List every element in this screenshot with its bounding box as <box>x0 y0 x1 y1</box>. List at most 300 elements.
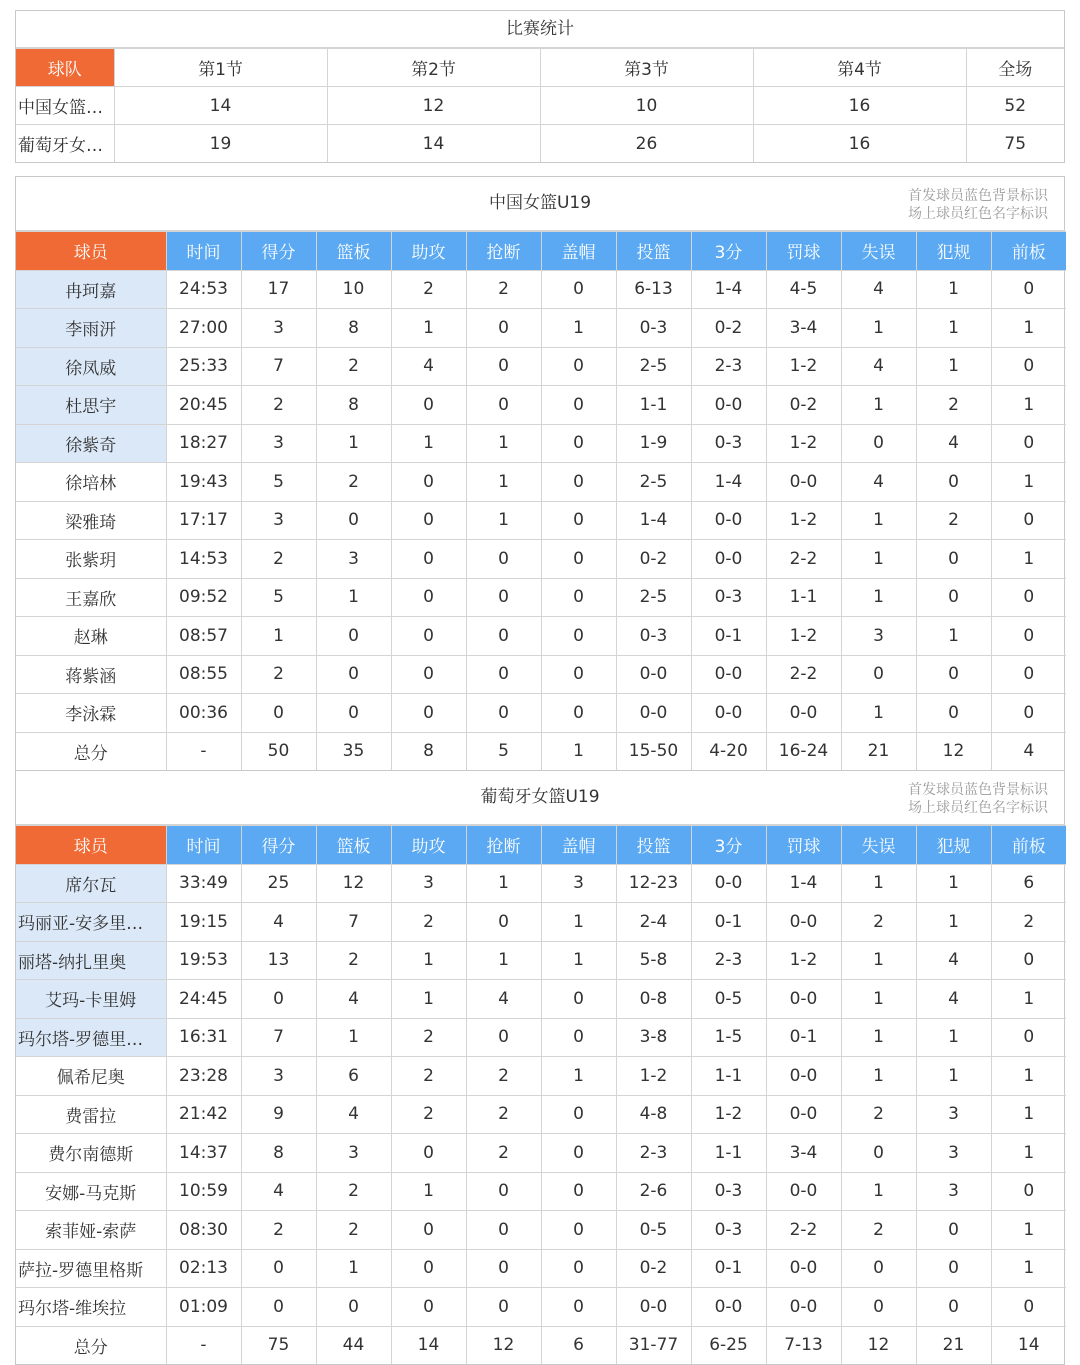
player-row <box>16 864 1066 903</box>
stat-cell: 0-0 <box>766 694 841 733</box>
stat-cell: 0 <box>541 617 616 656</box>
player-name: 李雨汧 <box>16 309 166 348</box>
player-name: 张紫玥 <box>16 540 166 579</box>
player-stats-table <box>16 231 1066 770</box>
stat-cell: 1 <box>991 1134 1066 1173</box>
stat-cell: 4-5 <box>766 270 841 309</box>
stat-cell: 4 <box>391 347 466 386</box>
stat-cell: 0 <box>541 424 616 463</box>
stats-header-row <box>16 232 1066 271</box>
total-cell: 50 <box>241 732 316 770</box>
player-row <box>16 1018 1066 1057</box>
stat-cell: 0 <box>841 1134 916 1173</box>
stat-cell: 2 <box>316 1211 391 1250</box>
player-name: 赵琳 <box>16 617 166 656</box>
stat-cell: 0 <box>841 655 916 694</box>
team-name: 葡萄牙女… <box>16 125 114 163</box>
header-cell-team: 球队 <box>16 49 114 87</box>
stat-cell: 3 <box>241 1057 316 1096</box>
stat-cell: 0 <box>916 655 991 694</box>
stat-cell: 1 <box>916 864 991 903</box>
player-row <box>16 501 1066 540</box>
stat-cell: 0-1 <box>766 1018 841 1057</box>
stat-cell: 27:00 <box>166 309 241 348</box>
stat-cell: 1 <box>841 309 916 348</box>
stat-cell: 0 <box>916 1211 991 1250</box>
stat-cell: 0-0 <box>691 386 766 425</box>
stat-cell: 0 <box>541 386 616 425</box>
stat-cell: 0 <box>916 1249 991 1288</box>
stat-cell: 5-8 <box>616 941 691 980</box>
header-cell: 投篮 <box>616 826 691 865</box>
player-name: 王嘉欣 <box>16 578 166 617</box>
stat-cell: 19:15 <box>166 903 241 942</box>
stat-cell: 1 <box>466 463 541 502</box>
team-name: 中国女篮… <box>16 87 114 125</box>
stat-cell: 0 <box>241 694 316 733</box>
stat-cell: 01:09 <box>166 1288 241 1327</box>
stat-cell: 1-2 <box>766 617 841 656</box>
stat-cell: 10:59 <box>166 1172 241 1211</box>
stat-cell: 0 <box>466 655 541 694</box>
stat-cell: 0-1 <box>691 903 766 942</box>
stat-cell: 1 <box>841 864 916 903</box>
total-row <box>16 732 1066 770</box>
stat-cell: 0 <box>391 540 466 579</box>
stat-cell: 6 <box>316 1057 391 1096</box>
stat-cell: 1 <box>391 309 466 348</box>
stat-cell: 4 <box>241 903 316 942</box>
stat-cell: 0 <box>391 655 466 694</box>
player-name: 冉珂嘉 <box>16 270 166 309</box>
stat-cell: 1-2 <box>616 1057 691 1096</box>
stat-cell: 0-0 <box>691 540 766 579</box>
stat-cell: 4 <box>316 980 391 1019</box>
stat-cell: 1 <box>541 1057 616 1096</box>
player-row <box>16 1211 1066 1250</box>
total-cell: 14 <box>991 1326 1066 1364</box>
stat-cell: 0 <box>316 655 391 694</box>
stat-cell: 02:13 <box>166 1249 241 1288</box>
stat-cell: 0 <box>991 501 1066 540</box>
stat-cell: 0 <box>316 501 391 540</box>
player-row <box>16 424 1066 463</box>
player-row <box>16 463 1066 502</box>
stat-cell: 0-5 <box>691 980 766 1019</box>
stat-cell: 2-2 <box>766 540 841 579</box>
stat-cell: 1 <box>841 1172 916 1211</box>
player-name: 玛尔塔-维埃拉 <box>16 1288 166 1327</box>
header-cell: 第2节 <box>327 49 540 87</box>
stat-cell: 0-3 <box>691 1211 766 1250</box>
player-row <box>16 386 1066 425</box>
stat-cell: 2 <box>391 903 466 942</box>
stat-cell: 2 <box>316 347 391 386</box>
total-cell: 6-25 <box>691 1326 766 1364</box>
stat-cell: 2 <box>241 1211 316 1250</box>
stat-cell: 0 <box>541 1095 616 1134</box>
header-cell: 3分 <box>691 232 766 271</box>
stat-cell: 0-3 <box>616 617 691 656</box>
stat-cell: 3 <box>316 1134 391 1173</box>
stat-cell: 0 <box>541 1018 616 1057</box>
quarter-score: 26 <box>540 125 753 163</box>
stat-cell: 4 <box>241 1172 316 1211</box>
header-cell: 犯规 <box>916 826 991 865</box>
header-cell: 投篮 <box>616 232 691 271</box>
stat-cell: 19:53 <box>166 941 241 980</box>
stat-cell: 2 <box>991 903 1066 942</box>
stat-cell: 2 <box>841 903 916 942</box>
stat-cell: 0 <box>991 1172 1066 1211</box>
stat-cell: 0-0 <box>766 1095 841 1134</box>
stat-cell: 4 <box>316 1095 391 1134</box>
stat-cell: 0 <box>466 1288 541 1327</box>
stat-cell: 13 <box>241 941 316 980</box>
stat-cell: 1 <box>916 347 991 386</box>
header-cell: 前板 <box>991 826 1066 865</box>
stat-cell: 4 <box>841 463 916 502</box>
player-name: 索菲娅-索萨 <box>16 1211 166 1250</box>
player-name: 费雷拉 <box>16 1095 166 1134</box>
stat-cell: 0-8 <box>616 980 691 1019</box>
stat-cell: 1 <box>991 1095 1066 1134</box>
stat-cell: 2 <box>466 1057 541 1096</box>
player-row <box>16 655 1066 694</box>
stat-cell: 0-0 <box>766 1288 841 1327</box>
stat-cell: 1 <box>991 540 1066 579</box>
stat-cell: 0 <box>541 1249 616 1288</box>
stat-cell: 2 <box>391 1057 466 1096</box>
player-name: 萨拉-罗德里格斯 <box>16 1249 166 1288</box>
team-box-portugal <box>15 770 1065 1365</box>
legend-oncourt: 场上球员红色名字标识 <box>908 206 1048 222</box>
stat-cell: 00:36 <box>166 694 241 733</box>
stat-cell: 19:43 <box>166 463 241 502</box>
stat-cell: 0 <box>541 694 616 733</box>
stat-cell: 1 <box>841 694 916 733</box>
stat-cell: 0 <box>391 578 466 617</box>
stat-cell: 1 <box>991 1057 1066 1096</box>
player-name: 艾玛-卡里姆 <box>16 980 166 1019</box>
legend-oncourt: 场上球员红色名字标识 <box>908 800 1048 816</box>
stat-cell: 1-4 <box>616 501 691 540</box>
stat-cell: 7 <box>316 903 391 942</box>
stat-cell: 21:42 <box>166 1095 241 1134</box>
stat-cell: 0-2 <box>616 1249 691 1288</box>
stat-cell: 0 <box>991 1288 1066 1327</box>
stat-cell: 0-0 <box>691 864 766 903</box>
stat-cell: 24:53 <box>166 270 241 309</box>
stat-cell: 0 <box>916 694 991 733</box>
stat-cell: 1-4 <box>691 463 766 502</box>
stat-cell: 1 <box>391 980 466 1019</box>
header-cell: 3分 <box>691 826 766 865</box>
stat-cell: 1 <box>916 270 991 309</box>
stat-cell: 2 <box>241 540 316 579</box>
stat-cell: 1 <box>841 578 916 617</box>
player-name: 杜思宇 <box>16 386 166 425</box>
stat-cell: 2-4 <box>616 903 691 942</box>
player-row <box>16 270 1066 309</box>
stat-cell: 3 <box>241 424 316 463</box>
stat-cell: 8 <box>241 1134 316 1173</box>
stat-cell: 1 <box>841 941 916 980</box>
header-cell: 前板 <box>991 232 1066 271</box>
stat-cell: 0-1 <box>691 617 766 656</box>
stat-cell: 0 <box>991 424 1066 463</box>
stat-cell: 3-4 <box>766 309 841 348</box>
total-cell: 6 <box>541 1326 616 1364</box>
stat-cell: 2 <box>841 1211 916 1250</box>
summary-box <box>15 10 1065 163</box>
stat-cell: 1-2 <box>766 941 841 980</box>
stat-cell: 2 <box>466 270 541 309</box>
legend-starter: 首发球员蓝色背景标识 <box>908 782 1048 798</box>
stat-cell: 1-2 <box>691 1095 766 1134</box>
stat-cell: 0 <box>541 270 616 309</box>
stat-cell: 0 <box>991 270 1066 309</box>
stat-cell: 25:33 <box>166 347 241 386</box>
stat-cell: 4 <box>841 347 916 386</box>
stat-cell: 7 <box>241 1018 316 1057</box>
stat-cell: 0 <box>316 1288 391 1327</box>
stat-cell: 1-1 <box>691 1057 766 1096</box>
stat-cell: 0 <box>466 386 541 425</box>
player-row <box>16 1249 1066 1288</box>
stat-cell: 1-1 <box>616 386 691 425</box>
header-cell: 篮板 <box>316 232 391 271</box>
stat-cell: 0-0 <box>766 1172 841 1211</box>
header-cell: 篮板 <box>316 826 391 865</box>
total-cell: 15-50 <box>616 732 691 770</box>
stat-cell: 08:55 <box>166 655 241 694</box>
player-name: 徐紫奇 <box>16 424 166 463</box>
stat-cell: 1 <box>316 1018 391 1057</box>
stat-cell: 0 <box>991 655 1066 694</box>
stat-cell: 20:45 <box>166 386 241 425</box>
stat-cell: 2 <box>466 1095 541 1134</box>
header-cell-player: 球员 <box>16 232 166 271</box>
stat-cell: 0 <box>916 578 991 617</box>
stat-cell: 1 <box>841 386 916 425</box>
stat-cell: 0 <box>541 463 616 502</box>
total-cell: 14 <box>391 1326 466 1364</box>
stat-cell: 5 <box>241 463 316 502</box>
stat-cell: 0 <box>841 424 916 463</box>
total-cell: 44 <box>316 1326 391 1364</box>
stat-cell: 0-1 <box>691 1249 766 1288</box>
stat-cell: 0 <box>391 386 466 425</box>
player-name: 丽塔-纳扎里奥 <box>16 941 166 980</box>
stat-cell: 24:45 <box>166 980 241 1019</box>
stat-cell: 2 <box>241 655 316 694</box>
player-row <box>16 941 1066 980</box>
player-row <box>16 980 1066 1019</box>
total-cell: 21 <box>841 732 916 770</box>
summary-row <box>16 125 1064 163</box>
total-cell: 75 <box>241 1326 316 1364</box>
stat-cell: 18:27 <box>166 424 241 463</box>
stat-cell: 4 <box>916 941 991 980</box>
total-cell: - <box>166 1326 241 1364</box>
stat-cell: 4 <box>841 270 916 309</box>
stat-cell: 1 <box>841 1018 916 1057</box>
stat-cell: 2-3 <box>616 1134 691 1173</box>
quarter-score: 14 <box>327 125 540 163</box>
total-cell: 4-20 <box>691 732 766 770</box>
stat-cell: 1 <box>316 424 391 463</box>
header-cell: 助攻 <box>391 826 466 865</box>
stat-cell: 0 <box>916 1288 991 1327</box>
stat-cell: 0-2 <box>616 540 691 579</box>
stat-cell: 14:37 <box>166 1134 241 1173</box>
stat-cell: 0 <box>991 694 1066 733</box>
total-cell: 35 <box>316 732 391 770</box>
stat-cell: 1 <box>991 386 1066 425</box>
stat-cell: 16:31 <box>166 1018 241 1057</box>
total-cell: 12 <box>916 732 991 770</box>
stat-cell: 10 <box>316 270 391 309</box>
player-name: 席尔瓦 <box>16 864 166 903</box>
total-cell: 21 <box>916 1326 991 1364</box>
total-row <box>16 1326 1066 1364</box>
stat-cell: 0 <box>541 578 616 617</box>
header-cell: 盖帽 <box>541 232 616 271</box>
stat-cell: 1-5 <box>691 1018 766 1057</box>
total-cell: 31-77 <box>616 1326 691 1364</box>
stat-cell: 1 <box>541 309 616 348</box>
legend-starter: 首发球员蓝色背景标识 <box>908 188 1048 204</box>
stat-cell: 1 <box>466 941 541 980</box>
stat-cell: 25 <box>241 864 316 903</box>
total-label: 总分 <box>16 732 166 770</box>
header-cell: 得分 <box>241 232 316 271</box>
stat-cell: 0-2 <box>691 309 766 348</box>
stat-cell: 0 <box>466 1211 541 1250</box>
stat-cell: 0-0 <box>766 903 841 942</box>
player-name: 费尔南德斯 <box>16 1134 166 1173</box>
stat-cell: 2-2 <box>766 1211 841 1250</box>
stat-cell: 2-5 <box>616 463 691 502</box>
stat-cell: 0 <box>541 1134 616 1173</box>
stat-cell: 0-5 <box>616 1211 691 1250</box>
stat-cell: 0 <box>466 1172 541 1211</box>
stat-cell: 0 <box>466 540 541 579</box>
player-row <box>16 1095 1066 1134</box>
stat-cell: 1 <box>316 1249 391 1288</box>
player-name: 佩希尼奥 <box>16 1057 166 1096</box>
stat-cell: 0-3 <box>691 1172 766 1211</box>
stat-cell: 3 <box>241 309 316 348</box>
stat-cell: 2 <box>316 941 391 980</box>
stat-cell: 0-0 <box>691 694 766 733</box>
header-cell: 时间 <box>166 826 241 865</box>
player-name: 梁雅琦 <box>16 501 166 540</box>
header-cell: 盖帽 <box>541 826 616 865</box>
player-row <box>16 903 1066 942</box>
stat-cell: 0 <box>466 578 541 617</box>
header-cell: 第1节 <box>114 49 327 87</box>
stat-cell: 2-2 <box>766 655 841 694</box>
stat-cell: 2-3 <box>691 941 766 980</box>
stat-cell: 0 <box>391 1249 466 1288</box>
stat-cell: 1 <box>916 309 991 348</box>
stat-cell: 0 <box>466 617 541 656</box>
player-row <box>16 694 1066 733</box>
stat-cell: 2 <box>916 386 991 425</box>
stat-cell: 2 <box>316 1172 391 1211</box>
stat-cell: 0 <box>466 694 541 733</box>
quarter-score: 75 <box>966 125 1064 163</box>
stat-cell: 0-0 <box>691 501 766 540</box>
stat-cell: 1-4 <box>691 270 766 309</box>
stat-cell: 1 <box>916 1057 991 1096</box>
summary-row <box>16 87 1064 125</box>
stat-cell: 1 <box>841 501 916 540</box>
stat-cell: 1 <box>391 1172 466 1211</box>
total-cell: 1 <box>541 732 616 770</box>
stat-cell: 1-1 <box>766 578 841 617</box>
stat-cell: 3 <box>916 1095 991 1134</box>
stat-cell: 4 <box>916 424 991 463</box>
stat-cell: 08:57 <box>166 617 241 656</box>
player-name: 徐凤威 <box>16 347 166 386</box>
stat-cell: 0 <box>391 1211 466 1250</box>
stat-cell: 0 <box>841 1288 916 1327</box>
stat-cell: 1 <box>466 424 541 463</box>
stat-cell: 7 <box>241 347 316 386</box>
quarter-score: 12 <box>327 87 540 125</box>
stat-cell: 1 <box>841 1057 916 1096</box>
stat-cell: 8 <box>316 309 391 348</box>
stat-cell: 1 <box>391 941 466 980</box>
stat-cell: 0 <box>541 1211 616 1250</box>
stat-cell: 2 <box>391 1018 466 1057</box>
stat-cell: 2 <box>466 1134 541 1173</box>
stat-cell: 0 <box>991 1018 1066 1057</box>
stat-cell: 0 <box>991 617 1066 656</box>
stat-cell: 09:52 <box>166 578 241 617</box>
stat-cell: 3 <box>541 864 616 903</box>
stat-cell: 2-5 <box>616 347 691 386</box>
total-cell: 4 <box>991 732 1066 770</box>
total-label: 总分 <box>16 1326 166 1364</box>
header-cell-player: 球员 <box>16 826 166 865</box>
header-cell: 失误 <box>841 826 916 865</box>
player-name: 徐培林 <box>16 463 166 502</box>
header-cell: 罚球 <box>766 826 841 865</box>
stat-cell: 5 <box>241 578 316 617</box>
player-name: 玛丽亚-安多里… <box>16 903 166 942</box>
stat-cell: 0 <box>391 694 466 733</box>
legend-note <box>908 187 1048 223</box>
stat-cell: 3-4 <box>766 1134 841 1173</box>
player-row <box>16 1288 1066 1327</box>
header-cell: 罚球 <box>766 232 841 271</box>
stat-cell: 1 <box>991 1249 1066 1288</box>
stat-cell: 0 <box>466 1018 541 1057</box>
quarter-score: 52 <box>966 87 1064 125</box>
player-row <box>16 1134 1066 1173</box>
header-cell: 抢断 <box>466 232 541 271</box>
player-row <box>16 1172 1066 1211</box>
stat-cell: 2 <box>391 270 466 309</box>
stat-cell: 1 <box>241 617 316 656</box>
stat-cell: 6-13 <box>616 270 691 309</box>
stat-cell: 2 <box>316 463 391 502</box>
player-name: 安娜-马克斯 <box>16 1172 166 1211</box>
